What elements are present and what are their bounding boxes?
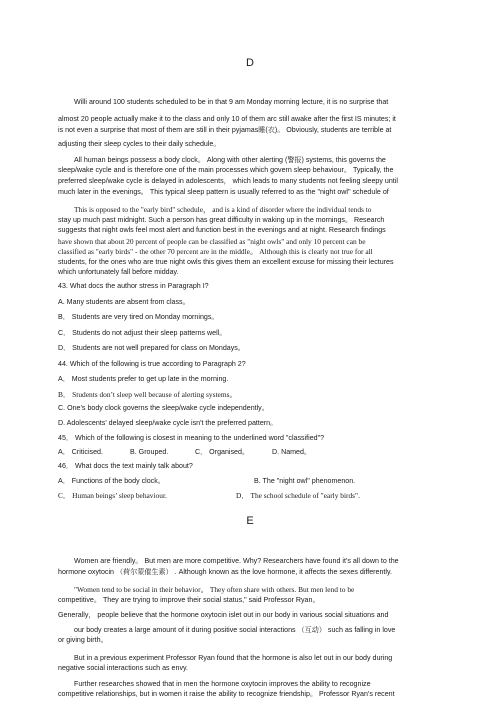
- d-p1-line-4: adjusting their sleep cycles to their daily schedule。: [58, 140, 221, 148]
- e-p1-line-2: hormone oxytocin （荷尔蒙催生素） . Although known as the love hormone, it affects the sexes differently.: [58, 568, 392, 576]
- q43-stem: 43. What docs the author stress in Paragraph I?: [58, 282, 209, 290]
- d-p3-line-1: This is opposed to the "early bird" schedule， and is a kind of disorder where the individual tends to: [74, 205, 372, 214]
- e-p1-line-1: Women are friendly。 But men are more competitive. Why? Researchers have found it’s all down to the: [74, 557, 399, 565]
- d-p3-line-3: suggests that night owls feel most alert and function best in the evenings and at night. Research findings: [58, 226, 386, 234]
- e-p5-line-1: Further researches showed that in men the hormone oxytocin improves the ability to recognize: [74, 680, 371, 688]
- e-p3-line-3: or giving birth。: [58, 636, 108, 644]
- q46-stem: 46． What docs the text mainly talk about?: [58, 462, 193, 470]
- section-e-heading: E: [246, 515, 254, 527]
- section-d-heading: D: [246, 57, 254, 69]
- q46-option-d: D． The school schedule of "early birds".: [236, 491, 360, 500]
- e-p2-line-2: competitive。 They are trying to improve their social status," said Professor Ryan。: [58, 596, 320, 604]
- d-p1-line-1: Willi around 100 students scheduled to be in that 9 am Monday morning lecture, it is no surprise that: [74, 98, 389, 106]
- q44-option-b: B． Students don’t sleep well because of alerting systems。: [58, 390, 237, 399]
- q44-stem: 44. Which of the following is true according to Paragraph 2?: [58, 360, 246, 368]
- e-p5-line-2: competitive relationships, but in women it raise the ability to recognize friendship。 Professor Ryan’s recent: [58, 690, 395, 698]
- q45-stem: 45． Which of the following is closest in meaning to the underlined word "classified"?: [58, 434, 325, 442]
- q44-option-a: A． Most students prefer to get up late in the morning.: [58, 375, 229, 383]
- q43-option-d: D． Students are not well prepared for class on Mondays。: [58, 344, 245, 352]
- q45-option-d: D. Named。: [272, 448, 312, 456]
- d-p3-line-2: stay up much past midnight. Such a person has great difficulty in waking up in the mornings。 Research: [58, 216, 385, 224]
- q44-option-d: D. Adolescents' delayed sleep/wake cycle isn't the preferred pattern。: [58, 419, 278, 427]
- q45-option-c: C． Organised。: [195, 448, 250, 456]
- q44-option-c: C. One’s body clock governs the sleep/wake cycle independently。: [58, 404, 269, 412]
- d-p3-line-7: which unfortunately fall before midday.: [58, 268, 179, 276]
- e-p3-line-1: Generally， people believe that the hormone oxytocin islet out in our body in various social situations and: [58, 611, 389, 619]
- q45-option-a: A． Criticised.: [58, 448, 103, 456]
- d-p3-line-4: have shown that about 20 percent of people can be classified as "night owls" and only 10 percent can be: [58, 237, 366, 246]
- e-p4-line-1: But in a previous experiment Professor Ryan found that the hormone is also let out in our body during: [74, 654, 393, 662]
- d-p1-line-3: is not even a surprise that most of them are still in their pyjamas睡(衣)。 Obviously, students are terrible at: [58, 126, 392, 134]
- q46-option-a: A． Functions of the body clock。: [58, 477, 165, 485]
- e-p4-line-2: negative social interactions such as envy.: [58, 664, 188, 672]
- q45-option-b: B. Grouped.: [130, 448, 169, 456]
- d-p2-line-4: much later in the evenings。 This typical sleep pattern is usually referred to as the "night owl" schedule of: [58, 188, 389, 196]
- q43-option-c: C． Students do not adjust their sleep patterns well。: [58, 329, 227, 337]
- d-p1-line-2: almost 20 people actually make it to the class and only 10 of them arc still awake after the first IS minutes; it: [58, 115, 396, 123]
- d-p2-line-1: All human beings possess a body clock。 Along with other alerting (警报) systems, this governs the: [74, 156, 386, 164]
- q43-option-b: B． Students are very tired on Monday mornings。: [58, 313, 219, 321]
- q46-option-b: B. The "night owl" phenomenon.: [254, 477, 356, 485]
- d-p2-line-2: sleep/wake cycle and is therefore one of the main processes which govern sleep behaviour。 Typically, the: [58, 166, 394, 174]
- q43-option-a: A. Many students are absent from class。: [58, 298, 190, 306]
- q46-option-c: C． Human beings’ sleep behaviour.: [58, 491, 167, 500]
- d-p2-line-3: preferred sleep/wake cycle is delayed in adolescents， which leads to many students not feeling sleepy until: [58, 177, 398, 185]
- d-p3-line-6: students, for the ones who are true night owls this gives them an excellent excuse for missing their lectures: [58, 258, 394, 266]
- d-p3-line-5: classified as "early birds" - the other 70 percent are in the middle。 Although this is clearly not true for all: [58, 247, 373, 256]
- e-p2-line-1: "Women tend to be social in their behavior。 They often share with others. But men lend to be: [74, 585, 355, 594]
- e-p3-line-2: our body creates a large amount of it during positive social interactions （互动） such as falling in love: [74, 626, 396, 634]
